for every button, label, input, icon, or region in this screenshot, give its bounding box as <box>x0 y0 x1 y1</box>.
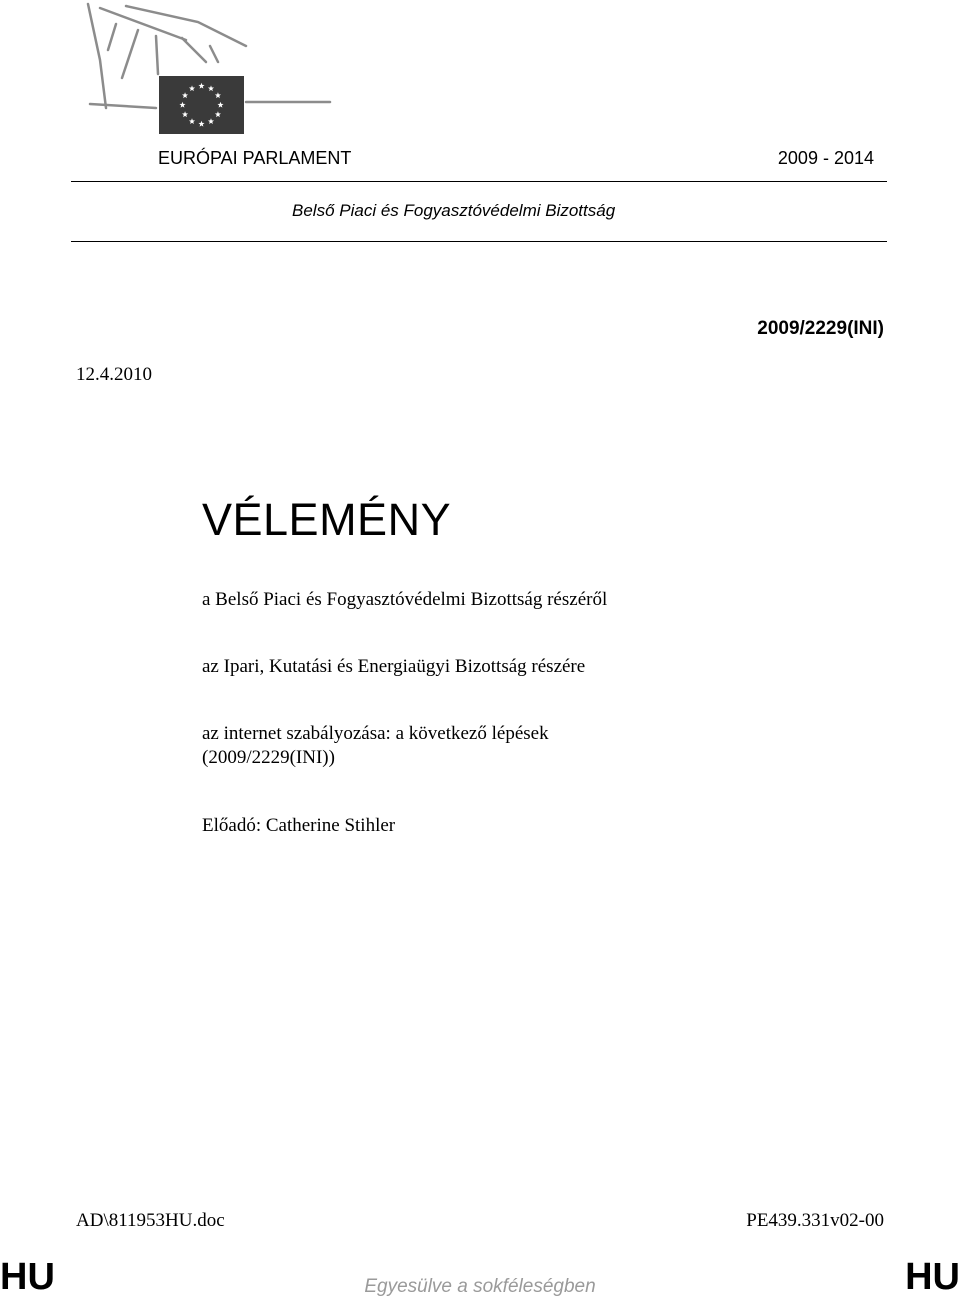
procedure-reference: 2009/2229(INI) <box>757 318 884 339</box>
header-divider-bottom <box>71 241 887 242</box>
header-divider-top <box>71 181 887 182</box>
document-title: VÉLEMÉNY <box>202 494 452 545</box>
language-code-right: HU <box>905 1256 960 1298</box>
language-code-left: HU <box>0 1256 55 1298</box>
for-committee-line: az Ipari, Kutatási és Energiaügyi Bizottság részére <box>202 656 586 677</box>
document-file-reference: AD\811953HU.doc <box>76 1210 225 1231</box>
document-date: 12.4.2010 <box>76 364 152 385</box>
subject-procedure-line: (2009/2229(INI)) <box>202 747 335 768</box>
eu-motto: Egyesülve a sokféleségben <box>364 1276 596 1297</box>
institution-name: EURÓPAI PARLAMENT <box>158 148 352 168</box>
european-parliament-logo-icon <box>86 0 336 140</box>
subject-line: az internet szabályozása: a következő lépések <box>202 723 549 744</box>
rapporteur-line: Előadó: Catherine Stihler <box>202 815 396 836</box>
parliamentary-term: 2009 - 2014 <box>777 148 874 168</box>
from-committee-line: a Belső Piaci és Fogyasztóvédelmi Bizottság részéről <box>202 589 608 610</box>
pe-reference: PE439.331v02-00 <box>746 1210 884 1231</box>
committee-name: Belső Piaci és Fogyasztóvédelmi Bizottság <box>292 201 616 220</box>
